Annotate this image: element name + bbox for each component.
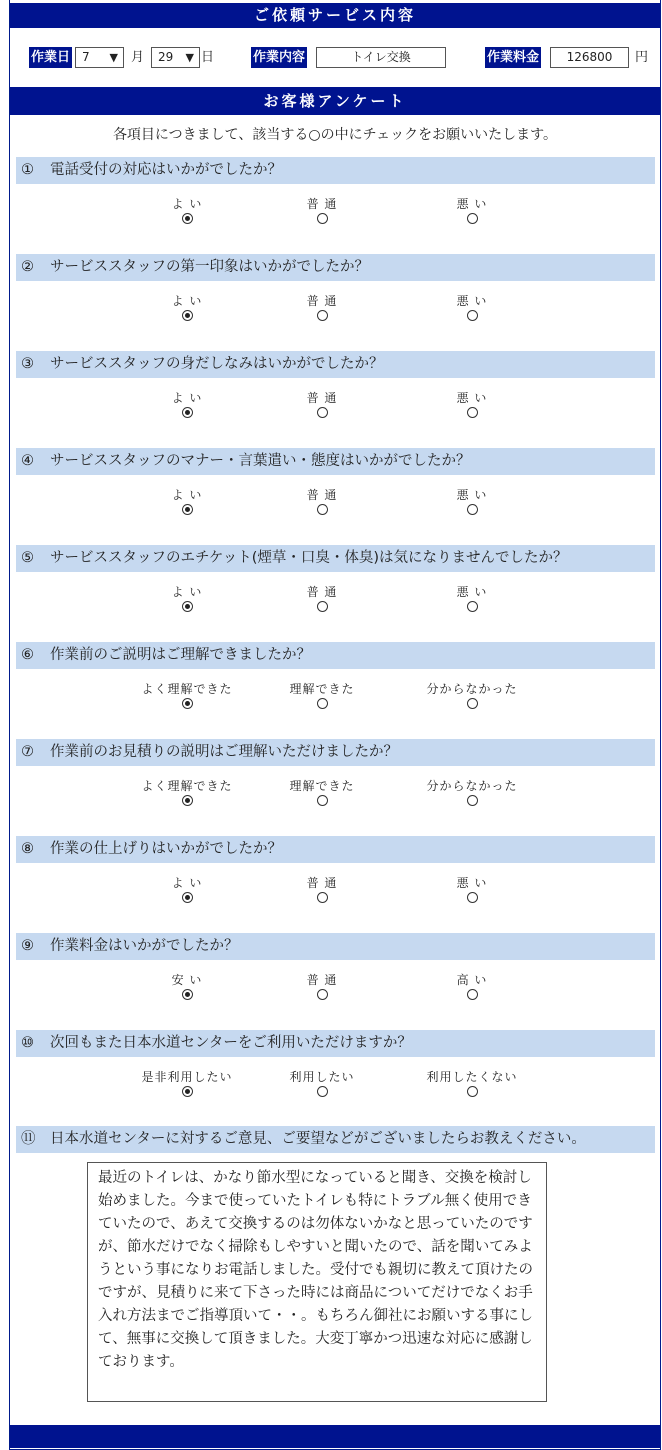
question-10 (16, 1030, 655, 1057)
option-label: よ い (171, 876, 203, 890)
radio-button[interactable] (182, 504, 193, 515)
question-number: ⑧ (21, 841, 34, 857)
answer-option[interactable] (127, 973, 247, 1003)
option-label: 理解できた (289, 682, 355, 696)
question-6 (16, 642, 655, 669)
question-text: サービススタッフの身だしなみはいかがでしたか？ (50, 356, 384, 372)
radio-button[interactable] (467, 504, 478, 515)
work-content-label: 作業内容 (251, 47, 307, 68)
question-number: ④ (21, 453, 34, 469)
option-label: 悪 い (456, 294, 488, 308)
radio-button[interactable] (467, 989, 478, 1000)
option-label: 普 通 (306, 876, 338, 890)
question-text: 次回もまた日本水道センターをご利用いただけますか？ (50, 1035, 412, 1051)
question-2 (16, 254, 655, 281)
radio-button[interactable] (317, 601, 328, 612)
option-label: 普 通 (306, 294, 338, 308)
radio-button[interactable] (467, 601, 478, 612)
question-11 (16, 1126, 655, 1153)
radio-button[interactable] (317, 1086, 328, 1097)
option-label: 利用したい (289, 1070, 355, 1084)
radio-button[interactable] (182, 892, 193, 903)
question-5 (16, 545, 655, 572)
fee-unit: 円 (635, 50, 649, 65)
option-label: 悪 い (456, 585, 488, 599)
survey-intro: 各項目につきまして、該当する○の中にチェックをお願いいたします。 (112, 127, 558, 143)
option-label: 悪 い (456, 876, 488, 890)
question-number: ⑤ (21, 550, 34, 566)
radio-button[interactable] (317, 892, 328, 903)
answer-option[interactable] (412, 294, 532, 324)
question-text: 日本水道センターに対するご意見、ご要望などがございましたらお教えください。 (50, 1131, 586, 1147)
answer-option[interactable] (262, 585, 382, 615)
radio-button[interactable] (317, 310, 328, 321)
radio-button[interactable] (182, 601, 193, 612)
chevron-down-icon: ▼ (109, 51, 118, 64)
answer-option[interactable] (262, 876, 382, 906)
question-number: ① (21, 162, 34, 178)
work-fee-field[interactable]: 126800 (550, 47, 629, 68)
radio-button[interactable] (467, 407, 478, 418)
option-label: 悪 い (456, 488, 488, 502)
radio-button[interactable] (182, 989, 193, 1000)
question-4 (16, 448, 655, 475)
option-label: 分からなかった (426, 682, 518, 696)
question-text: 作業前のご説明はご理解できましたか？ (50, 647, 311, 663)
question-number: ⑪ (21, 1131, 36, 1147)
radio-button[interactable] (467, 795, 478, 806)
radio-button[interactable] (182, 310, 193, 321)
answer-option[interactable] (412, 391, 532, 421)
radio-button[interactable] (467, 213, 478, 224)
answer-option[interactable] (262, 488, 382, 518)
comment-textarea[interactable]: 最近のトイレは、かなり節水型になっていると聞き、交換を検討し始めました。今まで使っていたトイレも特にトラブル無く使用できていたので、あえて交換するのは勿体ないかなと思っていたのですが、節水だけでなく掃除もしやすいと聞いたので、話を聞いてみようという事になりお電話しました。受付でも親切に教えて頂けたのですが、見積りに来て下さった時には商品についてだけでなくお手入れ方法までご指導頂いて・・。もちろん御社にお願いする事にして、無事に交換して頂きました。大変丁寧かつ迅速な対応に感謝しております。 (87, 1162, 547, 1402)
option-label: 是非利用したい (141, 1070, 233, 1084)
question-number: ⑨ (21, 938, 34, 954)
work-content-field[interactable]: トイレ交換 (316, 47, 446, 68)
question-number: ⑩ (21, 1035, 34, 1051)
question-number: ⑦ (21, 744, 34, 760)
answer-option[interactable] (412, 682, 532, 712)
answer-option[interactable] (127, 876, 247, 906)
month-select[interactable] (75, 47, 124, 68)
option-label: 安 い (171, 973, 203, 987)
radio-button[interactable] (317, 698, 328, 709)
option-label: 悪 い (456, 391, 488, 405)
question-text: 作業料金はいかがでしたか？ (50, 938, 239, 954)
answer-option[interactable] (262, 1070, 382, 1100)
option-label: よ い (171, 585, 203, 599)
question-7 (16, 739, 655, 766)
radio-button[interactable] (317, 213, 328, 224)
month-value: 7 (82, 50, 90, 64)
answer-option[interactable] (127, 488, 247, 518)
radio-button[interactable] (467, 1086, 478, 1097)
question-text: 作業前のお見積りの説明はご理解いただけましたか？ (50, 744, 398, 760)
answer-option[interactable] (127, 294, 247, 324)
radio-button[interactable] (182, 795, 193, 806)
chevron-down-icon: ▼ (185, 51, 194, 64)
question-text: サービススタッフの第一印象はいかがでしたか？ (50, 259, 369, 275)
answer-option[interactable] (127, 391, 247, 421)
option-label: 普 通 (306, 973, 338, 987)
option-label: 理解できた (289, 779, 355, 793)
answer-option[interactable] (412, 779, 532, 809)
radio-button[interactable] (467, 310, 478, 321)
option-label: 普 通 (306, 488, 338, 502)
radio-button[interactable] (467, 698, 478, 709)
answer-option[interactable] (262, 973, 382, 1003)
option-label: よく理解できた (141, 779, 233, 793)
option-label: よ い (171, 197, 203, 211)
answer-option[interactable] (262, 779, 382, 809)
answer-option[interactable] (262, 391, 382, 421)
answer-option[interactable] (127, 197, 247, 227)
answer-option[interactable] (412, 197, 532, 227)
question-text: サービススタッフのエチケット(煙草・口臭・体臭)は気になりませんでしたか？ (50, 550, 568, 566)
option-label: 高 い (456, 973, 488, 987)
question-number: ③ (21, 356, 34, 372)
question-9 (16, 933, 655, 960)
question-3 (16, 351, 655, 378)
survey-section-title: お客様アンケート (10, 87, 660, 115)
answer-option[interactable] (262, 682, 382, 712)
radio-button[interactable] (317, 989, 328, 1000)
radio-button[interactable] (317, 407, 328, 418)
question-text: 電話受付の対応はいかがでしたか？ (50, 162, 282, 178)
day-unit: 日 (201, 50, 215, 65)
answer-option[interactable] (412, 876, 532, 906)
radio-button[interactable] (317, 504, 328, 515)
answer-option[interactable] (127, 682, 247, 712)
answer-option[interactable] (262, 294, 382, 324)
question-number: ② (21, 259, 34, 275)
option-label: 普 通 (306, 585, 338, 599)
answer-option[interactable] (127, 585, 247, 615)
radio-button[interactable] (182, 407, 193, 418)
option-label: よ い (171, 294, 203, 308)
answer-option[interactable] (127, 1070, 247, 1100)
work-fee-label: 作業料金 (485, 47, 541, 68)
question-number: ⑥ (21, 647, 34, 663)
work-date-label: 作業日 (29, 47, 72, 68)
question-text: サービススタッフのマナー・言葉遣い・態度はいかがでしたか？ (50, 453, 471, 469)
option-label: よ い (171, 488, 203, 502)
answer-option[interactable] (412, 488, 532, 518)
option-label: 分からなかった (426, 779, 518, 793)
answer-option[interactable] (127, 779, 247, 809)
radio-button[interactable] (182, 1086, 193, 1097)
option-label: よく理解できた (141, 682, 233, 696)
question-8 (16, 836, 655, 863)
option-label: 悪 い (456, 197, 488, 211)
option-label: よ い (171, 391, 203, 405)
request-section-title: ご依頼サービス内容 (10, 3, 660, 28)
day-select[interactable] (151, 47, 200, 68)
option-label: 普 通 (306, 197, 338, 211)
answer-option[interactable] (412, 1070, 532, 1100)
question-1 (16, 157, 655, 184)
radio-button[interactable] (182, 698, 193, 709)
radio-button[interactable] (317, 795, 328, 806)
question-text: 作業の仕上げりはいかがでしたか？ (50, 841, 282, 857)
answer-option[interactable] (412, 973, 532, 1003)
radio-button[interactable] (182, 213, 193, 224)
answer-option[interactable] (262, 197, 382, 227)
month-unit: 月 (131, 50, 145, 65)
option-label: 普 通 (306, 391, 338, 405)
footer-bar (10, 1425, 660, 1448)
option-label: 利用したくない (426, 1070, 518, 1084)
answer-option[interactable] (412, 585, 532, 615)
day-value: 29 (158, 50, 174, 64)
radio-button[interactable] (467, 892, 478, 903)
